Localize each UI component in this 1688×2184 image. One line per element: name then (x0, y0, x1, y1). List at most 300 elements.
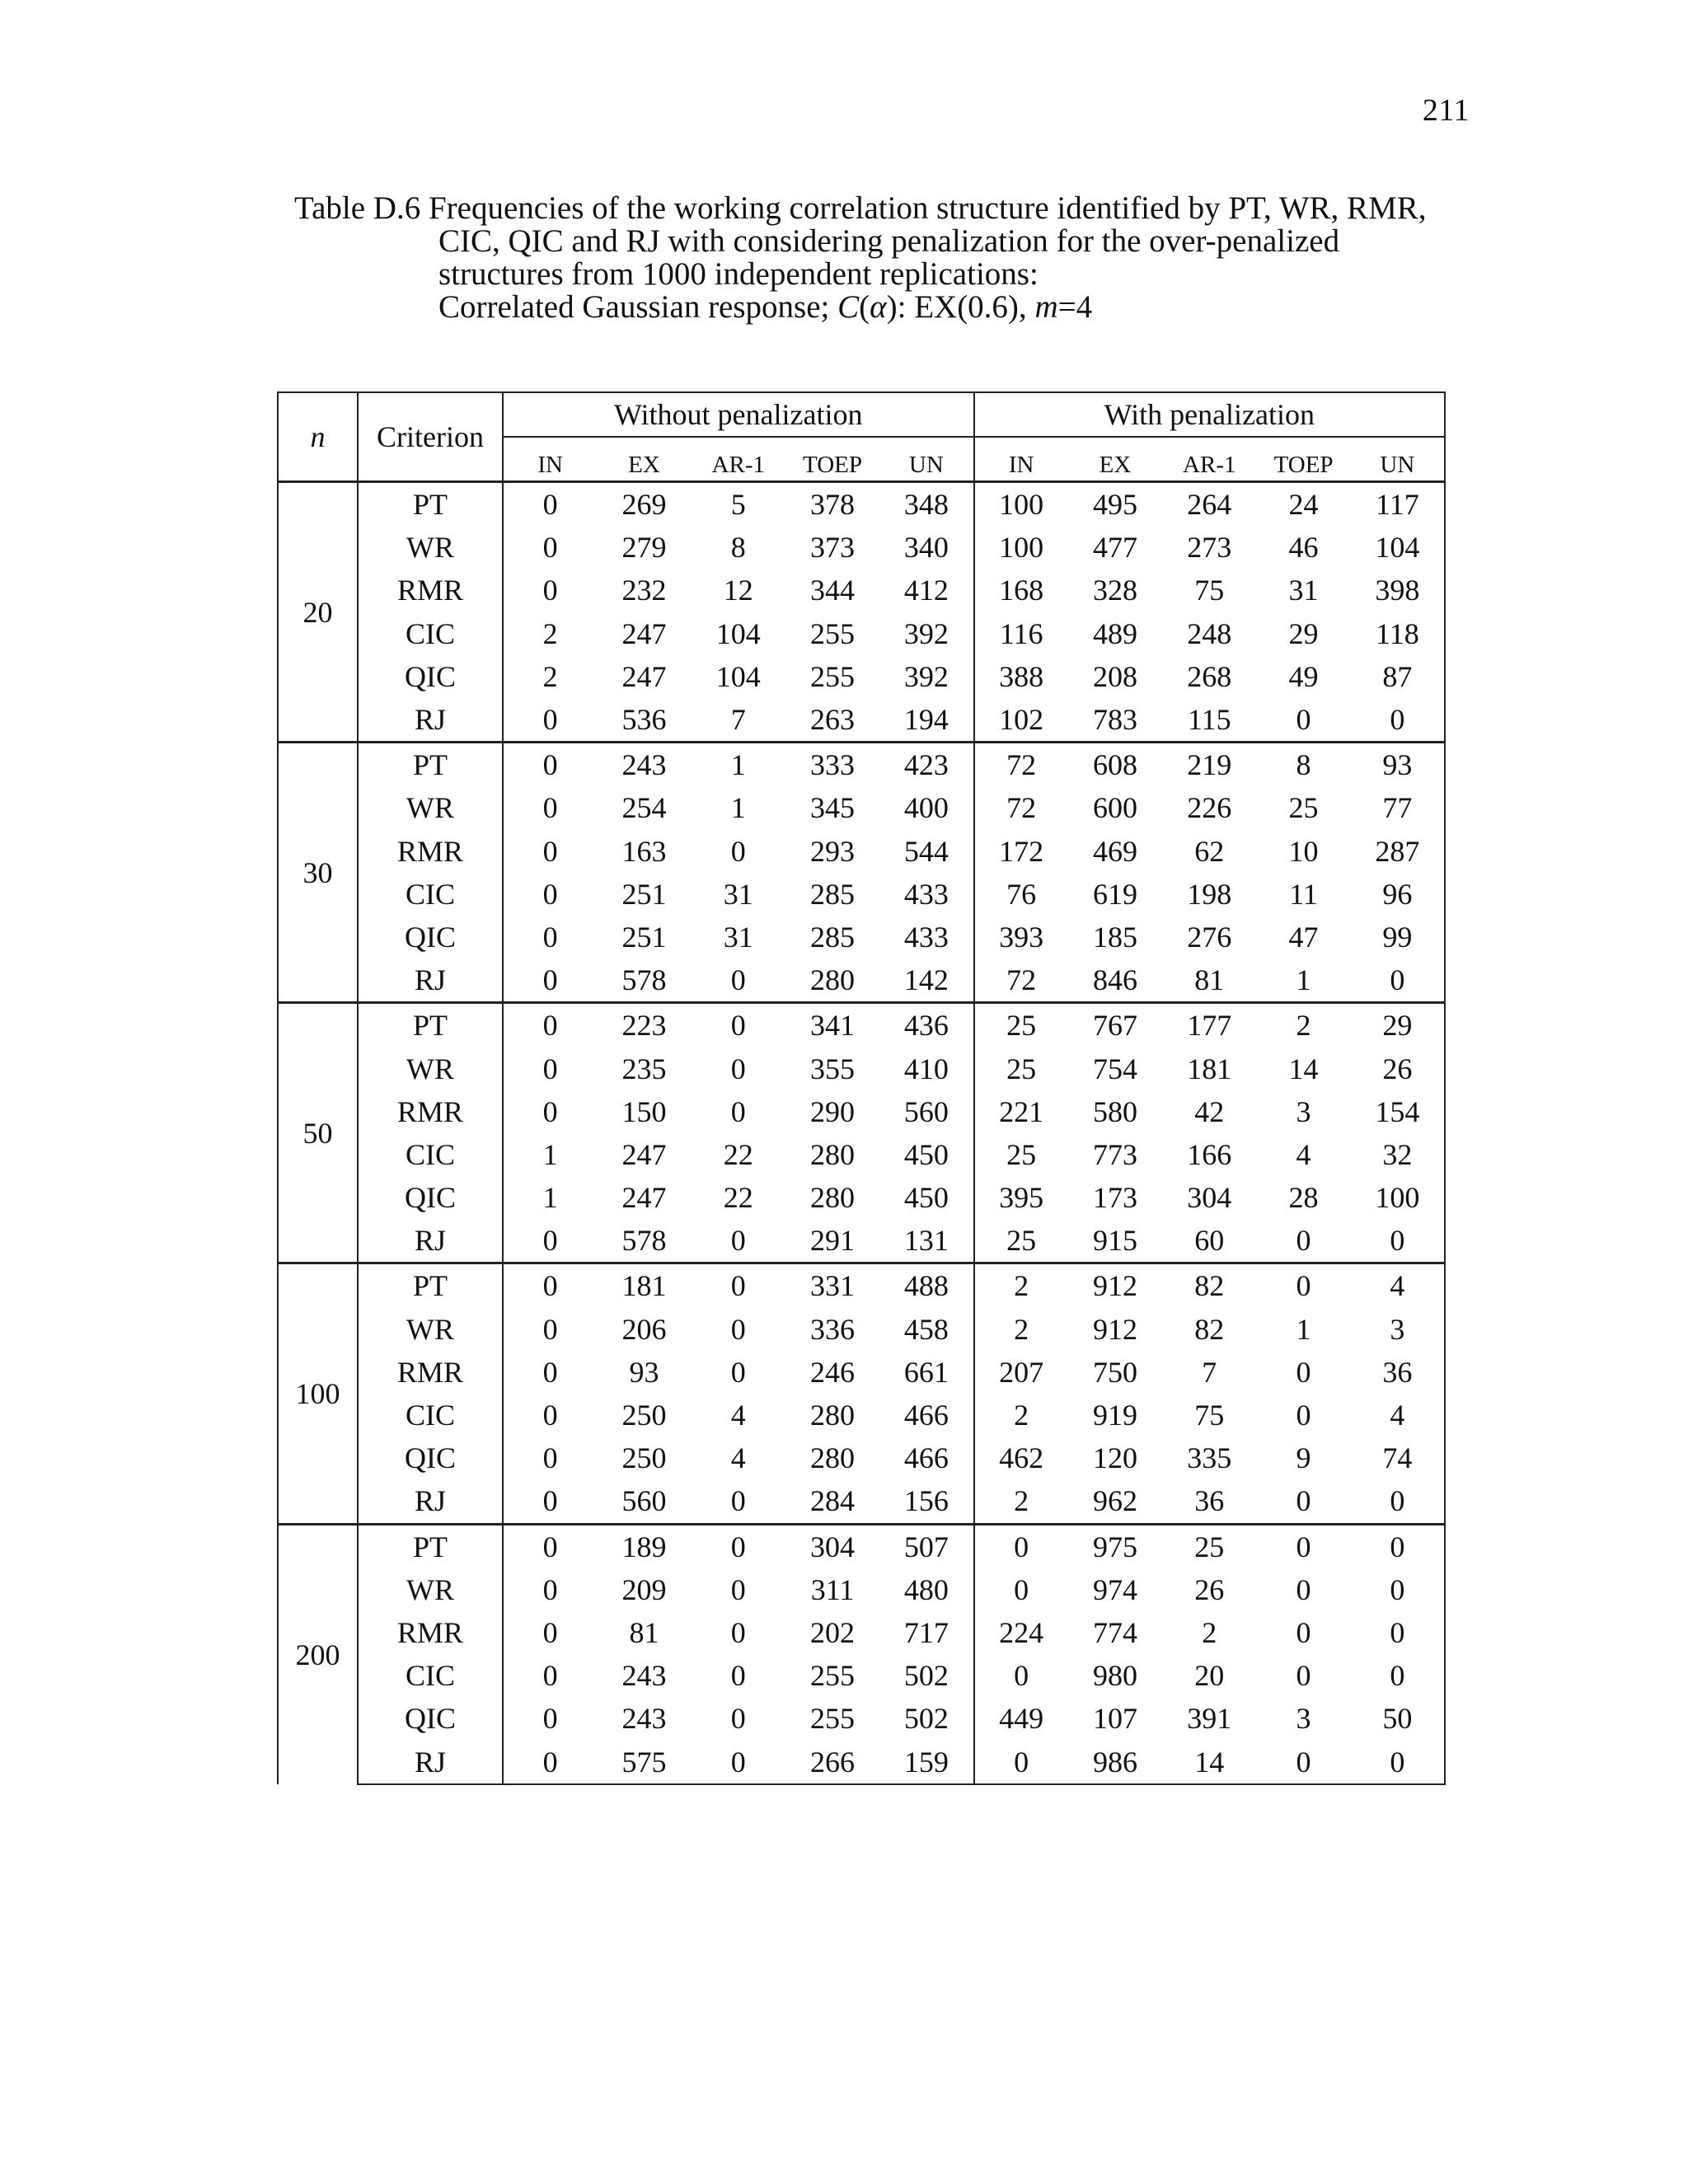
value-cell: 0 (974, 1524, 1068, 1568)
value-cell: 0 (692, 1003, 785, 1047)
value-cell: 0 (1296, 703, 1311, 737)
value-cell: 154 (1351, 1090, 1445, 1133)
value-cell: 912 (1068, 1263, 1162, 1308)
criterion-cell: CIC (358, 612, 503, 655)
value-cell: 104 (715, 616, 761, 650)
value-cell: 304 (1187, 1181, 1232, 1215)
value-cell: 36 (1351, 1351, 1445, 1394)
value-cell: 449 (999, 1702, 1044, 1736)
value-cell: 223 (597, 1003, 691, 1047)
value-cell: 489 (1092, 616, 1137, 650)
value-cell: 31 (1288, 574, 1319, 607)
value-cell: 107 (1092, 1702, 1137, 1736)
value-cell: 254 (621, 791, 667, 825)
value-cell: 26 (1194, 1572, 1225, 1606)
value-cell: 0 (542, 1441, 558, 1475)
value-cell: 0 (1296, 1224, 1311, 1258)
table-row (278, 655, 1445, 698)
value-cell: 462 (999, 1441, 1044, 1475)
table-row (278, 698, 1445, 743)
caption-alpha-symbol: α (870, 289, 887, 325)
value-cell: 2 (1014, 1399, 1029, 1432)
value-cell: 560 (879, 1090, 973, 1133)
sample-size-cell: 30 (278, 743, 358, 1003)
value-cell: 0 (1351, 1568, 1445, 1611)
value-cell: 0 (692, 1740, 785, 1783)
criterion-cell: PT (358, 1524, 503, 1568)
criterion-cell: RJ (358, 958, 503, 1003)
value-cell: 247 (621, 1181, 667, 1215)
value-cell: 1 (730, 791, 746, 825)
header-without-toep: TOEP (785, 437, 879, 482)
value-cell: 189 (597, 1524, 691, 1568)
table-row (278, 1611, 1445, 1654)
value-cell: 0 (542, 963, 558, 997)
value-cell: 328 (1092, 574, 1137, 607)
value-cell: 7 (1202, 1355, 1217, 1389)
header-without-in: IN (503, 437, 597, 482)
value-cell: 0 (542, 1224, 558, 1258)
header-with-in: IN (974, 437, 1068, 482)
value-cell: 7 (730, 703, 746, 737)
value-cell: 4 (730, 1441, 746, 1475)
table-row (278, 1697, 1445, 1740)
criterion-cell: QIC (358, 1436, 503, 1479)
value-cell: 0 (692, 1524, 785, 1568)
value-cell: 1 (1296, 963, 1311, 997)
value-cell: 341 (785, 1003, 879, 1047)
value-cell: 0 (503, 743, 597, 787)
table-row (278, 873, 1445, 916)
value-cell: 207 (999, 1355, 1044, 1389)
value-cell: 0 (542, 1355, 558, 1389)
value-cell: 502 (879, 1697, 973, 1740)
criterion-cell: QIC (358, 655, 503, 698)
value-cell: 25 (1162, 1524, 1256, 1568)
value-cell: 251 (621, 877, 667, 911)
value-cell: 14 (1288, 1052, 1319, 1085)
value-cell: 608 (1068, 743, 1162, 787)
value-cell: 208 (1092, 659, 1137, 693)
value-cell: 0 (1014, 1659, 1029, 1693)
value-cell: 168 (999, 574, 1044, 607)
value-cell: 24 (1256, 482, 1350, 527)
value-cell: 575 (597, 1740, 691, 1783)
value-cell: 102 (999, 703, 1044, 737)
value-cell: 336 (810, 1312, 856, 1346)
value-cell: 774 (1092, 1615, 1137, 1649)
value-cell: 560 (621, 1484, 667, 1518)
value-cell: 0 (542, 703, 558, 737)
value-cell: 248 (1187, 616, 1232, 650)
value-cell: 202 (810, 1615, 856, 1649)
value-cell: 754 (1092, 1052, 1137, 1085)
value-cell: 391 (1187, 1702, 1232, 1736)
header-without-un: UN (879, 437, 973, 482)
value-cell: 62 (1194, 834, 1225, 868)
value-cell: 22 (723, 1137, 753, 1171)
table-row (278, 1654, 1445, 1697)
criterion-cell: WR (358, 1047, 503, 1090)
value-cell: 0 (542, 1615, 558, 1649)
value-cell: 264 (1162, 482, 1256, 527)
value-cell: 266 (785, 1740, 879, 1783)
table-row (278, 1740, 1445, 1783)
value-cell: 0 (1296, 1484, 1311, 1518)
value-cell: 93 (629, 1355, 659, 1389)
value-cell: 333 (785, 743, 879, 787)
value-cell: 273 (1187, 531, 1232, 565)
value-cell: 344 (810, 574, 856, 607)
value-cell: 115 (1187, 703, 1231, 737)
value-cell: 0 (1256, 1524, 1350, 1568)
value-cell: 0 (1351, 1479, 1445, 1524)
value-cell: 1 (542, 1181, 558, 1215)
value-cell: 263 (810, 703, 856, 737)
value-cell: 502 (879, 1654, 973, 1697)
value-cell: 0 (730, 963, 746, 997)
table-row (278, 1047, 1445, 1090)
header-without-ex: EX (597, 437, 691, 482)
criterion-cell: CIC (358, 1654, 503, 1697)
value-cell: 2 (1202, 1615, 1217, 1649)
table-row (278, 1176, 1445, 1219)
table-body (278, 482, 1445, 1784)
value-cell: 93 (1351, 743, 1445, 787)
value-cell: 150 (621, 1094, 667, 1128)
value-cell: 285 (810, 877, 856, 911)
table-row (278, 569, 1445, 612)
value-cell: 0 (542, 791, 558, 825)
criterion-cell: RJ (358, 698, 503, 743)
criterion-cell: RMR (358, 830, 503, 873)
header-n: n (278, 392, 358, 482)
page-number: 211 (1422, 93, 1470, 128)
value-cell: 22 (723, 1181, 753, 1215)
value-cell: 578 (621, 963, 667, 997)
caption-line-2: CIC, QIC and RJ with considering penalization for the over-penalized (438, 223, 1340, 259)
value-cell: 0 (730, 834, 746, 868)
value-cell: 20 (1194, 1659, 1225, 1693)
value-cell: 410 (879, 1047, 973, 1090)
header-with-ex: EX (1068, 437, 1162, 482)
value-cell: 8 (1256, 743, 1350, 787)
value-cell: 280 (810, 1181, 856, 1215)
value-cell: 0 (503, 1524, 597, 1568)
value-cell: 243 (621, 1702, 667, 1736)
value-cell: 3 (1351, 1308, 1445, 1351)
value-cell: 74 (1351, 1436, 1445, 1479)
criterion-cell: PT (358, 482, 503, 527)
value-cell: 279 (621, 531, 667, 565)
value-cell: 580 (1092, 1094, 1137, 1128)
value-cell: 280 (810, 963, 856, 997)
value-cell: 2 (974, 1263, 1068, 1308)
value-cell: 25 (974, 1003, 1068, 1047)
criterion-cell: RMR (358, 1611, 503, 1654)
value-cell: 198 (1187, 877, 1232, 911)
table-row (278, 786, 1445, 829)
value-cell: 392 (879, 612, 973, 655)
value-cell: 10 (1288, 834, 1319, 868)
value-cell: 393 (999, 920, 1044, 954)
criterion-cell: RJ (358, 1219, 503, 1263)
value-cell: 280 (810, 1399, 856, 1432)
table-row (278, 1524, 1445, 1568)
criterion-cell: QIC (358, 1176, 503, 1219)
value-cell: 280 (810, 1441, 856, 1475)
value-cell: 412 (879, 569, 973, 612)
value-cell: 974 (1092, 1572, 1137, 1606)
value-cell: 181 (1187, 1052, 1232, 1085)
sample-size-cell: 100 (278, 1263, 358, 1524)
value-cell: 373 (810, 531, 856, 565)
value-cell: 72 (974, 743, 1068, 787)
value-cell: 0 (1351, 1654, 1445, 1697)
criterion-cell: WR (358, 786, 503, 829)
value-cell: 4 (730, 1399, 746, 1432)
value-cell: 0 (542, 834, 558, 868)
value-cell: 32 (1351, 1133, 1445, 1176)
value-cell: 0 (542, 920, 558, 954)
value-cell: 0 (1351, 1524, 1445, 1568)
value-cell: 247 (621, 616, 667, 650)
value-cell: 5 (692, 482, 785, 527)
value-cell: 2 (542, 616, 558, 650)
table-row (278, 1090, 1445, 1133)
criterion-cell: RJ (358, 1740, 503, 1783)
value-cell: 9 (1296, 1441, 1311, 1475)
value-cell: 82 (1162, 1263, 1256, 1308)
value-cell: 355 (810, 1052, 856, 1085)
value-cell: 255 (810, 659, 856, 693)
value-cell: 544 (879, 830, 973, 873)
value-cell: 72 (1006, 963, 1037, 997)
sample-size-cell: 20 (278, 482, 358, 743)
value-cell: 0 (503, 1003, 597, 1047)
value-cell: 226 (1187, 791, 1232, 825)
value-cell: 100 (974, 482, 1068, 527)
value-cell: 469 (1092, 834, 1137, 868)
criterion-cell: WR (358, 1568, 503, 1611)
value-cell: 0 (1351, 698, 1445, 743)
value-cell: 247 (621, 1137, 667, 1171)
table-row (278, 743, 1445, 787)
value-cell: 340 (879, 526, 973, 569)
value-cell: 29 (1288, 616, 1319, 650)
table-row (278, 1479, 1445, 1524)
value-cell: 60 (1194, 1224, 1225, 1258)
value-cell: 0 (542, 1484, 558, 1518)
criterion-cell: RMR (358, 1351, 503, 1394)
value-cell: 75 (1194, 574, 1225, 607)
value-cell: 209 (621, 1572, 667, 1606)
value-cell: 280 (810, 1137, 856, 1171)
value-cell: 480 (879, 1568, 973, 1611)
value-cell: 250 (621, 1399, 667, 1432)
value-cell: 661 (879, 1351, 973, 1394)
value-cell: 619 (1092, 877, 1137, 911)
table-row (278, 1263, 1445, 1308)
value-cell: 912 (1092, 1312, 1137, 1346)
table-row (278, 958, 1445, 1003)
value-cell: 2 (1014, 1484, 1029, 1518)
table-row (278, 830, 1445, 873)
value-cell: 0 (730, 1052, 746, 1085)
value-cell: 50 (1351, 1697, 1445, 1740)
value-cell: 25 (1006, 1052, 1037, 1085)
table-row (278, 1219, 1445, 1263)
value-cell: 0 (974, 1740, 1068, 1783)
value-cell: 536 (621, 703, 667, 737)
value-cell: 507 (879, 1524, 973, 1568)
value-cell: 159 (879, 1740, 973, 1783)
caption-line-1: Table D.6 Frequencies of the working correlation structure identified by PT, WR, RMR, (294, 190, 1427, 226)
value-cell: 268 (1187, 659, 1232, 693)
header-without-ar-1: AR-1 (692, 437, 785, 482)
value-cell: 846 (1092, 963, 1137, 997)
value-cell: 87 (1351, 655, 1445, 698)
value-cell: 717 (879, 1611, 973, 1654)
value-cell: 2 (1014, 1312, 1029, 1346)
value-cell: 0 (730, 1312, 746, 1346)
value-cell: 378 (785, 482, 879, 527)
value-cell: 450 (879, 1176, 973, 1219)
value-cell: 466 (879, 1394, 973, 1436)
value-cell: 0 (542, 1572, 558, 1606)
value-cell: 450 (879, 1133, 973, 1176)
value-cell: 293 (810, 834, 856, 868)
value-cell: 975 (1068, 1524, 1162, 1568)
value-cell: 243 (621, 1659, 667, 1693)
header-criterion: Criterion (358, 392, 503, 482)
table-row (278, 1351, 1445, 1394)
value-cell: 117 (1351, 482, 1445, 527)
criterion-cell: RMR (358, 1090, 503, 1133)
value-cell: 773 (1092, 1137, 1137, 1171)
value-cell: 600 (1092, 791, 1137, 825)
value-cell: 0 (730, 1484, 746, 1518)
value-cell: 12 (723, 574, 753, 607)
value-cell: 3 (1296, 1094, 1311, 1128)
value-cell: 29 (1351, 1003, 1445, 1047)
value-cell: 1 (542, 1137, 558, 1171)
caption-response: Correlated Gaussian response; (438, 289, 838, 325)
value-cell: 247 (621, 659, 667, 693)
value-cell: 0 (542, 1702, 558, 1736)
value-cell: 304 (785, 1524, 879, 1568)
value-cell: 31 (723, 920, 753, 954)
value-cell: 331 (785, 1263, 879, 1308)
value-cell: 458 (879, 1308, 973, 1351)
value-cell: 0 (542, 531, 558, 565)
value-cell: 221 (999, 1094, 1044, 1128)
caption-line-4 (294, 291, 1465, 324)
value-cell: 284 (810, 1484, 856, 1518)
value-cell: 0 (503, 1740, 597, 1783)
value-cell: 42 (1194, 1094, 1225, 1128)
frequency-table (277, 391, 1446, 1785)
criterion-cell: WR (358, 1308, 503, 1351)
table-row (278, 1394, 1445, 1436)
caption-c-symbol: C (837, 289, 860, 325)
value-cell: 77 (1351, 786, 1445, 829)
value-cell: 46 (1288, 531, 1319, 565)
value-cell: 255 (810, 616, 856, 650)
criterion-cell: CIC (358, 1133, 503, 1176)
value-cell: 235 (621, 1052, 667, 1085)
value-cell: 99 (1351, 916, 1445, 958)
value-cell: 181 (597, 1263, 691, 1308)
criterion-cell: PT (358, 1263, 503, 1308)
value-cell: 96 (1351, 873, 1445, 916)
value-cell: 25 (1006, 1137, 1037, 1171)
criterion-cell: CIC (358, 873, 503, 916)
value-cell: 100 (999, 531, 1044, 565)
value-cell: 4 (1296, 1137, 1311, 1171)
value-cell: 49 (1288, 659, 1319, 693)
value-cell: 0 (730, 1702, 746, 1736)
header-with-un: UN (1351, 437, 1445, 482)
value-cell: 348 (879, 482, 973, 527)
value-cell: 0 (730, 1615, 746, 1649)
value-cell: 477 (1092, 531, 1137, 565)
criterion-cell: QIC (358, 1697, 503, 1740)
value-cell: 311 (810, 1572, 855, 1606)
value-cell: 287 (1351, 830, 1445, 873)
value-cell: 156 (879, 1479, 973, 1524)
caption-line-3: structures from 1000 independent replications: (438, 256, 1039, 292)
value-cell: 116 (999, 616, 1043, 650)
value-cell: 488 (879, 1263, 973, 1308)
value-cell: 47 (1288, 920, 1319, 954)
value-cell: 76 (1006, 877, 1037, 911)
value-cell: 206 (621, 1312, 667, 1346)
value-cell: 0 (1256, 1740, 1350, 1783)
value-cell: 0 (1296, 1399, 1311, 1432)
value-cell: 104 (1351, 526, 1445, 569)
value-cell: 185 (1092, 920, 1137, 954)
value-cell: 980 (1092, 1659, 1137, 1693)
criterion-cell: CIC (358, 1394, 503, 1436)
value-cell: 0 (1351, 1740, 1445, 1783)
value-cell: 0 (1351, 958, 1445, 1003)
value-cell: 433 (879, 916, 973, 958)
value-cell: 915 (1092, 1224, 1137, 1258)
value-cell: 398 (1351, 569, 1445, 612)
value-cell: 163 (621, 834, 667, 868)
value-cell: 919 (1092, 1399, 1137, 1432)
value-cell: 0 (1256, 1263, 1350, 1308)
value-cell: 81 (1194, 963, 1225, 997)
value-cell: 0 (542, 877, 558, 911)
caption-structure: : EX(0.6), (897, 289, 1035, 325)
value-cell: 2 (542, 659, 558, 693)
value-cell: 0 (730, 1094, 746, 1128)
value-cell: 224 (999, 1615, 1044, 1649)
value-cell: 423 (879, 743, 973, 787)
caption-m-symbol: m (1034, 289, 1058, 325)
criterion-cell: WR (358, 526, 503, 569)
value-cell: 219 (1162, 743, 1256, 787)
criterion-cell: RMR (358, 569, 503, 612)
value-cell: 395 (999, 1181, 1044, 1215)
value-cell: 31 (723, 877, 753, 911)
value-cell: 0 (730, 1572, 746, 1606)
value-cell: 0 (542, 1312, 558, 1346)
table-row (278, 1133, 1445, 1176)
value-cell: 3 (1296, 1702, 1311, 1736)
